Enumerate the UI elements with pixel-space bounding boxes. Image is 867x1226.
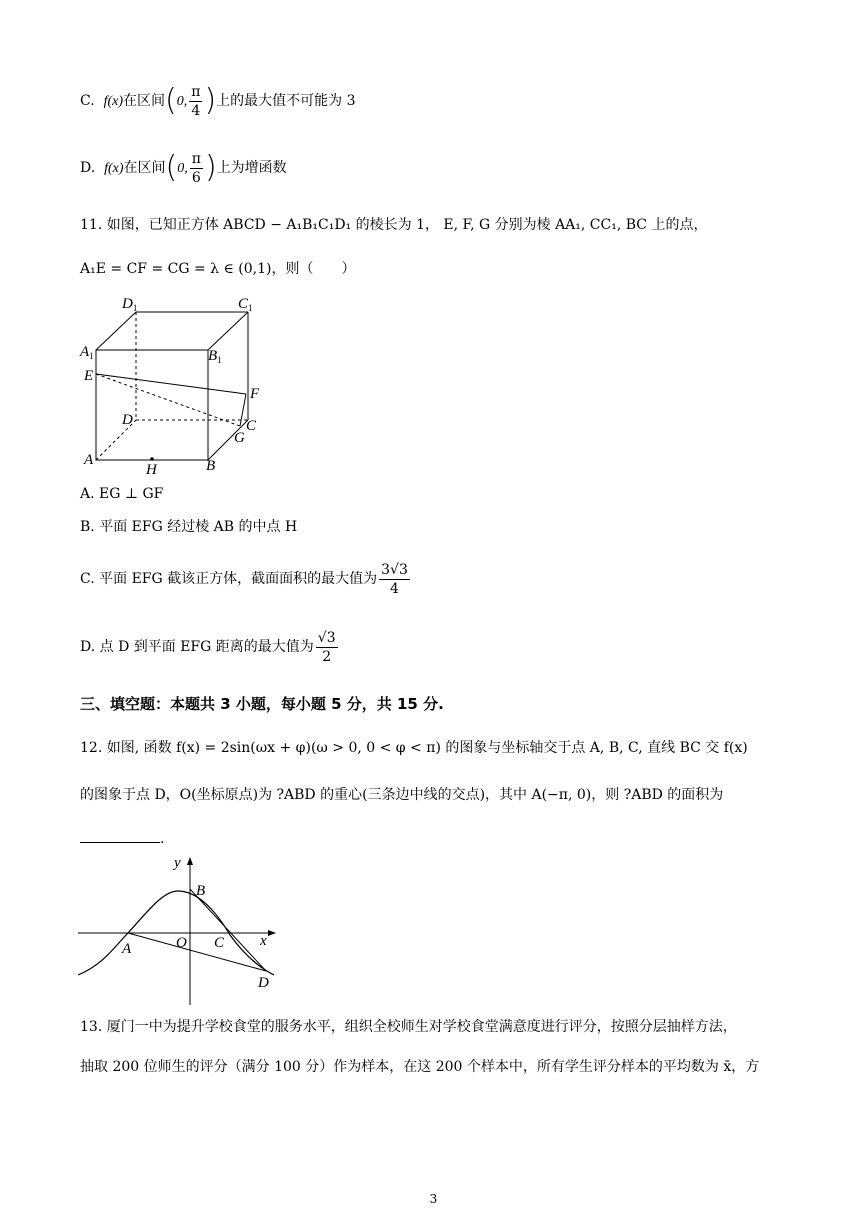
graph-label-b: B (196, 883, 206, 899)
q11-stem-line2: A₁E = CF = CG = λ ∈ (0,1)，则（ ） (80, 261, 356, 277)
q10-option-c: C. f(x)在区间(0, $\frac{\pi}{4}$ )上的最大值不可能为 3 (80, 83, 356, 119)
graph-label-c: C (214, 935, 225, 951)
label-e: E (84, 368, 94, 384)
q11-c-fraction: $\frac{3√3}{4}$ (381, 561, 408, 597)
label-h: H (146, 462, 157, 478)
label-a: A (84, 452, 94, 468)
label-b: B (206, 458, 216, 474)
q11-option-c: C. 平面 EFG 截该正方体，截面面积的最大值为 $\frac{3√3}{4}$ (80, 561, 408, 597)
cube-figure (78, 292, 268, 482)
function-graph (78, 853, 288, 1011)
graph-label-x: x (260, 933, 267, 949)
q12-line2: 的图象于点 D，O(坐标原点)为 ?ABD 的重心(三条边中线的交点)，其中 A(−π, 0)，则 ?ABD 的面积为 (80, 787, 724, 803)
answer-blank (80, 828, 160, 843)
label-f: F (250, 386, 260, 402)
label-c: C (246, 418, 257, 434)
label-g: G (234, 430, 245, 446)
graph-label-d: D (258, 975, 269, 991)
label-a1: $A_1$ (80, 344, 94, 361)
label-d1: $D_1$ (122, 296, 138, 313)
q10-c-fraction: $\frac{\pi}{4}$ (191, 83, 201, 119)
q11-option-a: A. EG ⊥ GF (80, 486, 164, 502)
q11-option-d: D. 点 D 到平面 EFG 距离的最大值为 $\frac{√3}{2}$ (80, 629, 336, 665)
label-d: D (122, 412, 133, 428)
q11-option-b: B. 平面 EFG 经过棱 AB 的中点 H (80, 519, 298, 535)
q13-line2: 抽取 200 位师生的评分（满分 100 分）作为样本，在这 200 个样本中，所有学生评分样本的平均数为 x̄，方 (80, 1059, 760, 1075)
label-c1: $C_1$ (238, 296, 253, 313)
q12-line1: 12. 如图, 函数 f(x) = 2sin(ωx + φ)(ω > 0, 0 < φ < π) 的图象与坐标轴交于点 A, B, C, 直线 BC 交 f(x) (80, 740, 748, 756)
graph-label-a: A (122, 941, 132, 957)
q11-d-fraction: $\frac{√3}{2}$ (317, 629, 336, 665)
section-3-title: 三、填空题：本题共 3 小题，每小题 5 分，共 15 分. (80, 695, 444, 713)
q10-d-fraction: $\frac{\pi}{6}$ (191, 150, 201, 186)
q12-line3: . (80, 828, 164, 849)
q13-line1: 13. 厦门一中为提升学校食堂的服务水平，组织全校师生对学校食堂满意度进行评分，按照分层抽样方法， (80, 1019, 737, 1035)
q11-stem-line1: 11. 如图，已知正方体 ABCD − A₁B₁C₁D₁ 的棱长为 1， E, F, G 分别为棱 AA₁, CC₁, BC 上的点， (80, 217, 708, 233)
page-number: 3 (429, 1192, 438, 1206)
graph-label-o: O (176, 935, 187, 951)
label-b1: $B_1$ (208, 348, 222, 365)
graph-label-y: y (174, 855, 181, 871)
q10-option-d: D. f(x)在区间(0, $\frac{\pi}{6}$ )上为增函数 (80, 150, 287, 186)
